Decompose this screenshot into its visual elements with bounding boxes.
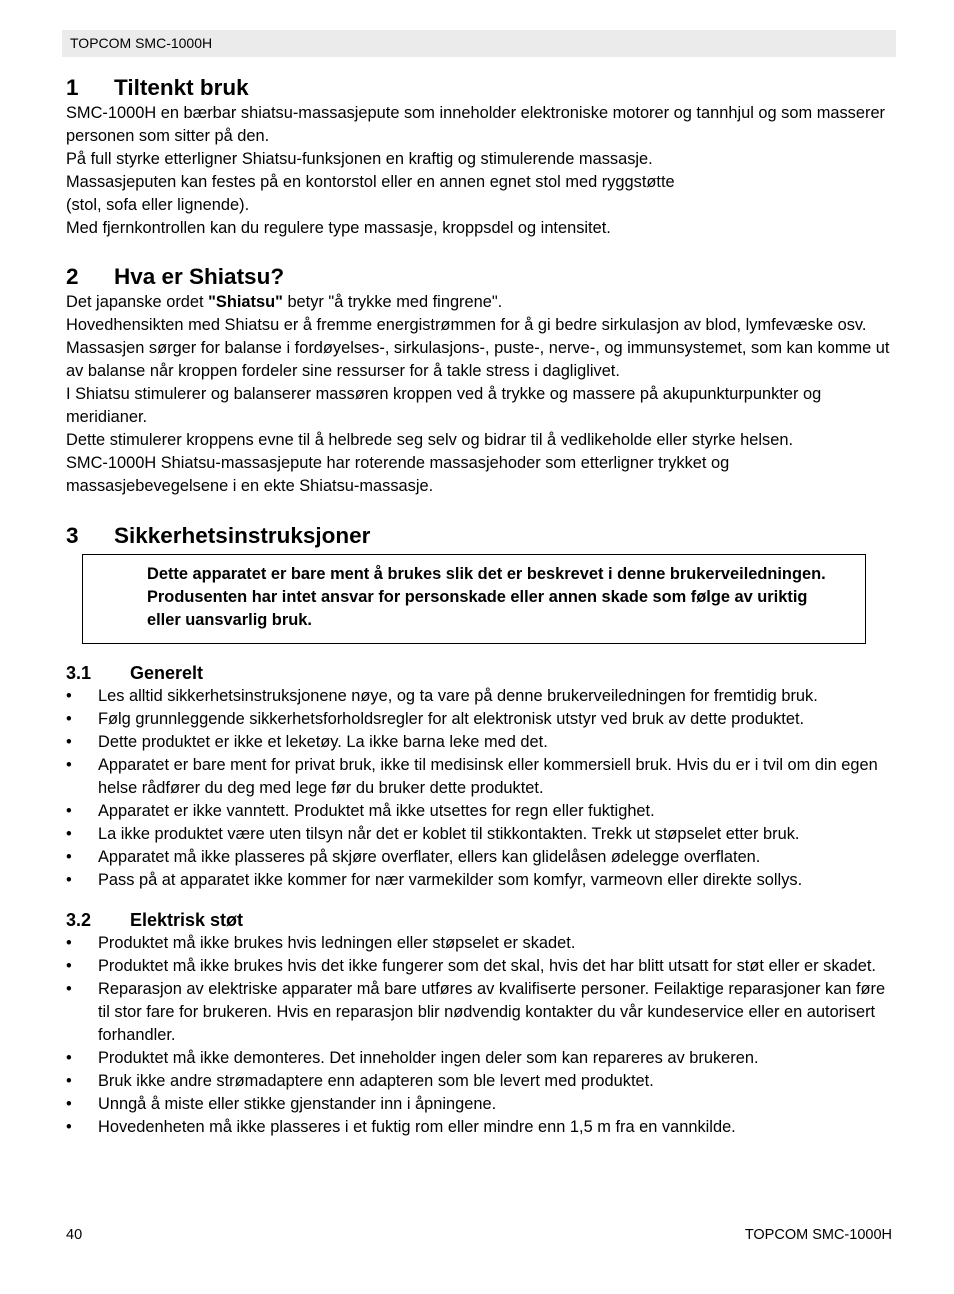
running-header (62, 30, 896, 57)
section-2-para: Hovedhensikten med Shiatsu er å fremme energistrømmen for å gi bedre sirkulasjon av blod, lymfevæske osv. Massasjen sørger for balanse i fordøyelses-, sirkulasjons-, puste-, nerve-, og immunsystemet, som kan komme ut av balanse når kroppen fordeler sine ressurser for å takle stress i dagliglivet. (66, 316, 890, 380)
list-item: • Produktet må ikke demonteres. Det inneholder ingen deler som kan repareres av brukeren. (66, 1047, 892, 1070)
section-2-para: Det japanske ordet "Shiatsu" betyr "å trykke med fingrene". (66, 293, 503, 311)
bullet-icon: • (66, 687, 72, 705)
list-item: • Unngå å miste eller stikke gjenstander inn i åpningene. (66, 1093, 892, 1116)
section-1-para: På full styrke etterligner Shiatsu-funksjonen en kraftig og stimulerende massasje. (66, 150, 653, 168)
bullet-icon: • (66, 980, 72, 998)
bullet-icon: • (66, 1049, 72, 1067)
list-item: • Pass på at apparatet ikke kommer for nær varmekilder som komfyr, varmeovn eller direkte sollys. (66, 869, 892, 892)
section-2-para: SMC-1000H Shiatsu-massasjepute har roterende massasjehoder som etterligner trykket og massasjebevegelsene i en ekte Shiatsu-massasje. (66, 454, 730, 495)
section-2-para: I Shiatsu stimulerer og balanserer massøren kroppen ved å trykke og massere på akupunkturpunkter og meridianer. (66, 385, 822, 426)
list-item: • Produktet må ikke brukes hvis det ikke fungerer som det skal, hvis det har blitt utsatt for støt eller er skadet. (66, 955, 892, 978)
list-item: • Produktet må ikke brukes hvis ledningen eller støpselet er skadet. (66, 932, 892, 955)
list-item: • Apparatet er ikke vanntett. Produktet må ikke utsettes for regn eller fuktighet. (66, 800, 892, 823)
section-3-heading: 3 Sikkerhetsinstruksjoner (66, 523, 371, 548)
bullet-icon: • (66, 1118, 72, 1136)
general-safety-list (66, 685, 892, 892)
warning-text: Dette apparatet er bare ment å brukes slik det er beskrevet i denne brukerveiledningen. Produsenten har intet ansvar for personskade eller annen skade som følge av uriktig eller uansvarlig bruk. (147, 565, 826, 629)
electric-shock-list (66, 932, 892, 1139)
list-item: • La ikke produktet være uten tilsyn når det er koblet til stikkontakten. Trekk ut støpselet etter bruk. (66, 823, 892, 846)
bullet-icon: • (66, 934, 72, 952)
bullet-icon: • (66, 848, 72, 866)
list-item: • Hovedenheten må ikke plasseres i et fuktig rom eller mindre enn 1,5 m fra en vannkilde. (66, 1116, 892, 1139)
list-item: • Følg grunnleggende sikkerhetsforholdsregler for alt elektronisk utstyr ved bruk av dette produktet. (66, 708, 892, 731)
subsection-3-2-heading: 3.2 Elektrisk støt (66, 910, 244, 930)
bullet-icon: • (66, 871, 72, 889)
section-2-heading: 2 Hva er Shiatsu? (66, 264, 285, 289)
section-1-heading: 1 Tiltenkt bruk (66, 75, 249, 100)
page-number: 40 (66, 1227, 83, 1243)
section-1-para: Med fjernkontrollen kan du regulere type massasje, kroppsdel og intensitet. (66, 219, 611, 237)
header-title: TOPCOM SMC-1000H (70, 35, 213, 51)
warning-box (82, 554, 866, 644)
section-1-para: SMC-1000H en bærbar shiatsu-massasjepute som inneholder elektroniske motorer og tannhjul og som masserer personen som sitter på den. (66, 104, 886, 145)
page-content (66, 74, 892, 1139)
bullet-icon: • (66, 957, 72, 975)
list-item: • Les alltid sikkerhetsinstruksjonene nøye, og ta vare på denne brukerveiledningen for fremtidig bruk. (66, 685, 892, 708)
section-1-para: (stol, sofa eller lignende). (66, 196, 250, 214)
subsection-3-1-heading: 3.1 Generelt (66, 663, 204, 683)
bullet-icon: • (66, 1072, 72, 1090)
list-item: • Dette produktet er ikke et leketøy. La ikke barna leke med det. (66, 731, 892, 754)
bullet-icon: • (66, 1095, 72, 1113)
footer-title: TOPCOM SMC-1000H (744, 1227, 892, 1243)
bullet-icon: • (66, 802, 72, 820)
list-item: • Reparasjon av elektriske apparater må bare utføres av kvalifiserte personer. Feilaktige reparasjoner kan føre til stor fare for brukeren. Hvis en reparasjon blir nødvendig kontakter du vår kundeservice eller en autorisert forhandler. (66, 980, 886, 1044)
bullet-icon: • (66, 733, 72, 751)
list-item: • Apparatet er bare ment for privat bruk, ikke til medisinsk eller kommersiell bruk. Hvis du er i tvil om din egen helse rådfører du deg med lege før du bruker dette produktet. (66, 756, 878, 797)
section-2-para: Dette stimulerer kroppens evne til å helbrede seg selv og bidrar til å vedlikeholde eller styrke helsen. (66, 431, 794, 449)
bullet-icon: • (66, 756, 72, 774)
section-1-para: Massasjeputen kan festes på en kontorstol eller en annen egnet stol med ryggstøtte (66, 173, 675, 191)
bullet-icon: • (66, 825, 72, 843)
bullet-icon: • (66, 710, 72, 728)
list-item: • Bruk ikke andre strømadaptere enn adapteren som ble levert med produktet. (66, 1070, 892, 1093)
list-item: • Apparatet må ikke plasseres på skjøre overflater, ellers kan glidelåsen ødelegge overflaten. (66, 846, 892, 869)
